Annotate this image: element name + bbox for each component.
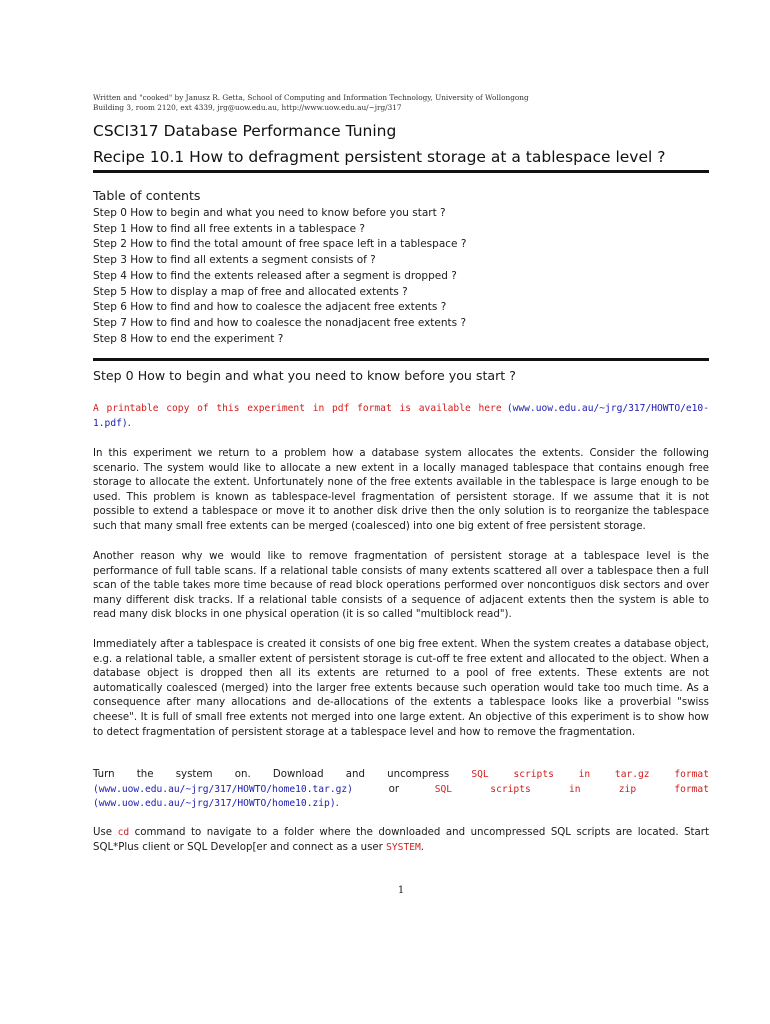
toc-title: Table of contents [93, 188, 201, 203]
use-text: Use [93, 827, 113, 838]
toc-link-step-1[interactable]: Step 1 How to find all free extents in a tablespace ? [93, 222, 365, 235]
printable-copy-link[interactable]: A printable copy of this experiment in pdf format is available here [93, 403, 502, 414]
toc-item-step-5[interactable] [93, 285, 466, 301]
toc-item-step-6[interactable] [93, 300, 466, 316]
toc-link-step-3[interactable]: Step 3 How to find all extents a segment consists of ? [93, 254, 376, 267]
connect-instructions: command to navigate to a folder where the downloaded and uncompressed SQL scripts are located. Start SQL*Plus client or SQL Develop[er and connect as a user [93, 827, 709, 853]
system-user: SYSTEM [386, 841, 421, 853]
toc-item-step-2[interactable] [93, 237, 466, 253]
toc-item-step-8[interactable] [93, 332, 466, 348]
toc-link-step-2[interactable]: Step 2 How to find the total amount of free space left in a tablespace ? [93, 238, 467, 251]
header-line-2: Building 3, room 2120, ext 4339, jrg@uow.edu.au, http://www.uow.edu.au/~jrg/317 [93, 102, 402, 112]
step-0-heading: Step 0 How to begin and what you need to know before you start ? [93, 368, 516, 383]
download-period: . [335, 798, 339, 810]
zip-scripts-link[interactable]: SQL scripts in zip format [434, 783, 709, 795]
table-of-contents [93, 206, 466, 347]
toc-link-step-7[interactable]: Step 7 How to find and how to coalesce the nonadjacent free extents ? [93, 316, 467, 329]
toc-link-step-5[interactable]: Step 5 How to display a map of free and allocated extents ? [93, 285, 408, 298]
connect-period: . [420, 841, 425, 853]
title-divider [93, 170, 709, 173]
toc-link-step-8[interactable]: Step 8 How to end the experiment ? [93, 332, 284, 345]
download-instructions: Turn the system on. Download and uncompress [93, 769, 450, 780]
intro-paragraph-2: Another reason why we would like to remove fragmentation of persistent storage at a tablespace level is the performance of full table scans. If a relational table consists of many extents scattered all over a tablespace then a full scan of the table takes more time because of read block operations performed over noncontiguos disk sectors and over many different disk tracks. If a relational table consists of a sequence of adjacent extents then the system is able to read many disk blocks in one physical operation (it is so called "multiblock read"). [93, 551, 709, 621]
toc-link-step-4[interactable]: Step 4 How to find the extents released after a segment is dropped ? [93, 269, 457, 282]
toc-item-step-7[interactable] [93, 316, 466, 332]
cd-command: cd [117, 827, 130, 838]
intro-paragraph-3: Immediately after a tablespace is created it consists of one big free extent. When the system creates a database object, e.g. a relational table, a smaller extent of persistent storage is cut-off te free extent and allocated to the object. When a database object is dropped then all its extents are returned to a pool of free extents. These extents are not automatically coalesced (merged) into the larger free extents because such operation would take too much time. As a consequence after many allocations and de-allocations of the extents a tablespace looks like a proverbial "swiss cheese". It is full of small free extents not merged into one large extent. An objective of this experiment is to show how to detect fragmentation of persistent storage at a tablespace level and how to remove the fragmentation. [93, 639, 709, 738]
document-page [93, 0, 709, 1024]
zip-scripts-url[interactable]: (www.uow.edu.au/~jrg/317/HOWTO/home10.zip) [93, 798, 336, 810]
connect-paragraph [93, 826, 709, 855]
or-text: or [388, 783, 400, 795]
tar-scripts-url[interactable]: (www.uow.edu.au/~jrg/317/HOWTO/home10.tar.gz) [93, 783, 353, 795]
page-number: 1 [397, 885, 405, 896]
printable-copy-paragraph [93, 402, 709, 431]
printable-copy-period: . [127, 417, 131, 429]
recipe-title: Recipe 10.1 How to defragment persistent storage at a tablespace level ? [93, 148, 666, 166]
toc-link-step-6[interactable]: Step 6 How to find and how to coalesce the adjacent free extents ? [93, 301, 447, 314]
printable-copy-url[interactable]: (www.uow.edu.au/~jrg/317/HOWTO/e10-1.pdf) [93, 403, 709, 429]
download-paragraph [93, 768, 709, 812]
intro-paragraph-1: In this experiment we return to a problem how a database system allocates the extents. Consider the following scenario. The system would like to allocate a new extent in a locally managed tablespace that contains enough free storage to allocate the extent. Unfortunately none of the free extents available in the tablespace is large enough to be used. This problem is known as tablespace-level fragmentation of persistent storage. If we assume that it is not possible to extend a tablespace or move it to another disk drive then the only solution is to reorganize the tablespace such that many small free extents can be merged (coalesced) into one big extent of free persistent storage. [93, 448, 709, 532]
toc-item-step-4[interactable] [93, 269, 466, 285]
toc-item-step-0[interactable] [93, 206, 466, 222]
header-line-1: Written and "cooked" by Janusz R. Getta, School of Computing and Information Technology, University of Wollongong [93, 93, 529, 102]
section-divider [93, 358, 709, 361]
toc-link-step-0[interactable]: Step 0 How to begin and what you need to know before you start ? [93, 207, 446, 219]
toc-item-step-3[interactable] [93, 253, 466, 269]
author-header [93, 93, 709, 112]
course-title: CSCI317 Database Performance Tuning [93, 122, 397, 140]
toc-item-step-1[interactable] [93, 222, 466, 238]
tar-scripts-link[interactable]: SQL scripts in tar.gz format [471, 769, 709, 780]
